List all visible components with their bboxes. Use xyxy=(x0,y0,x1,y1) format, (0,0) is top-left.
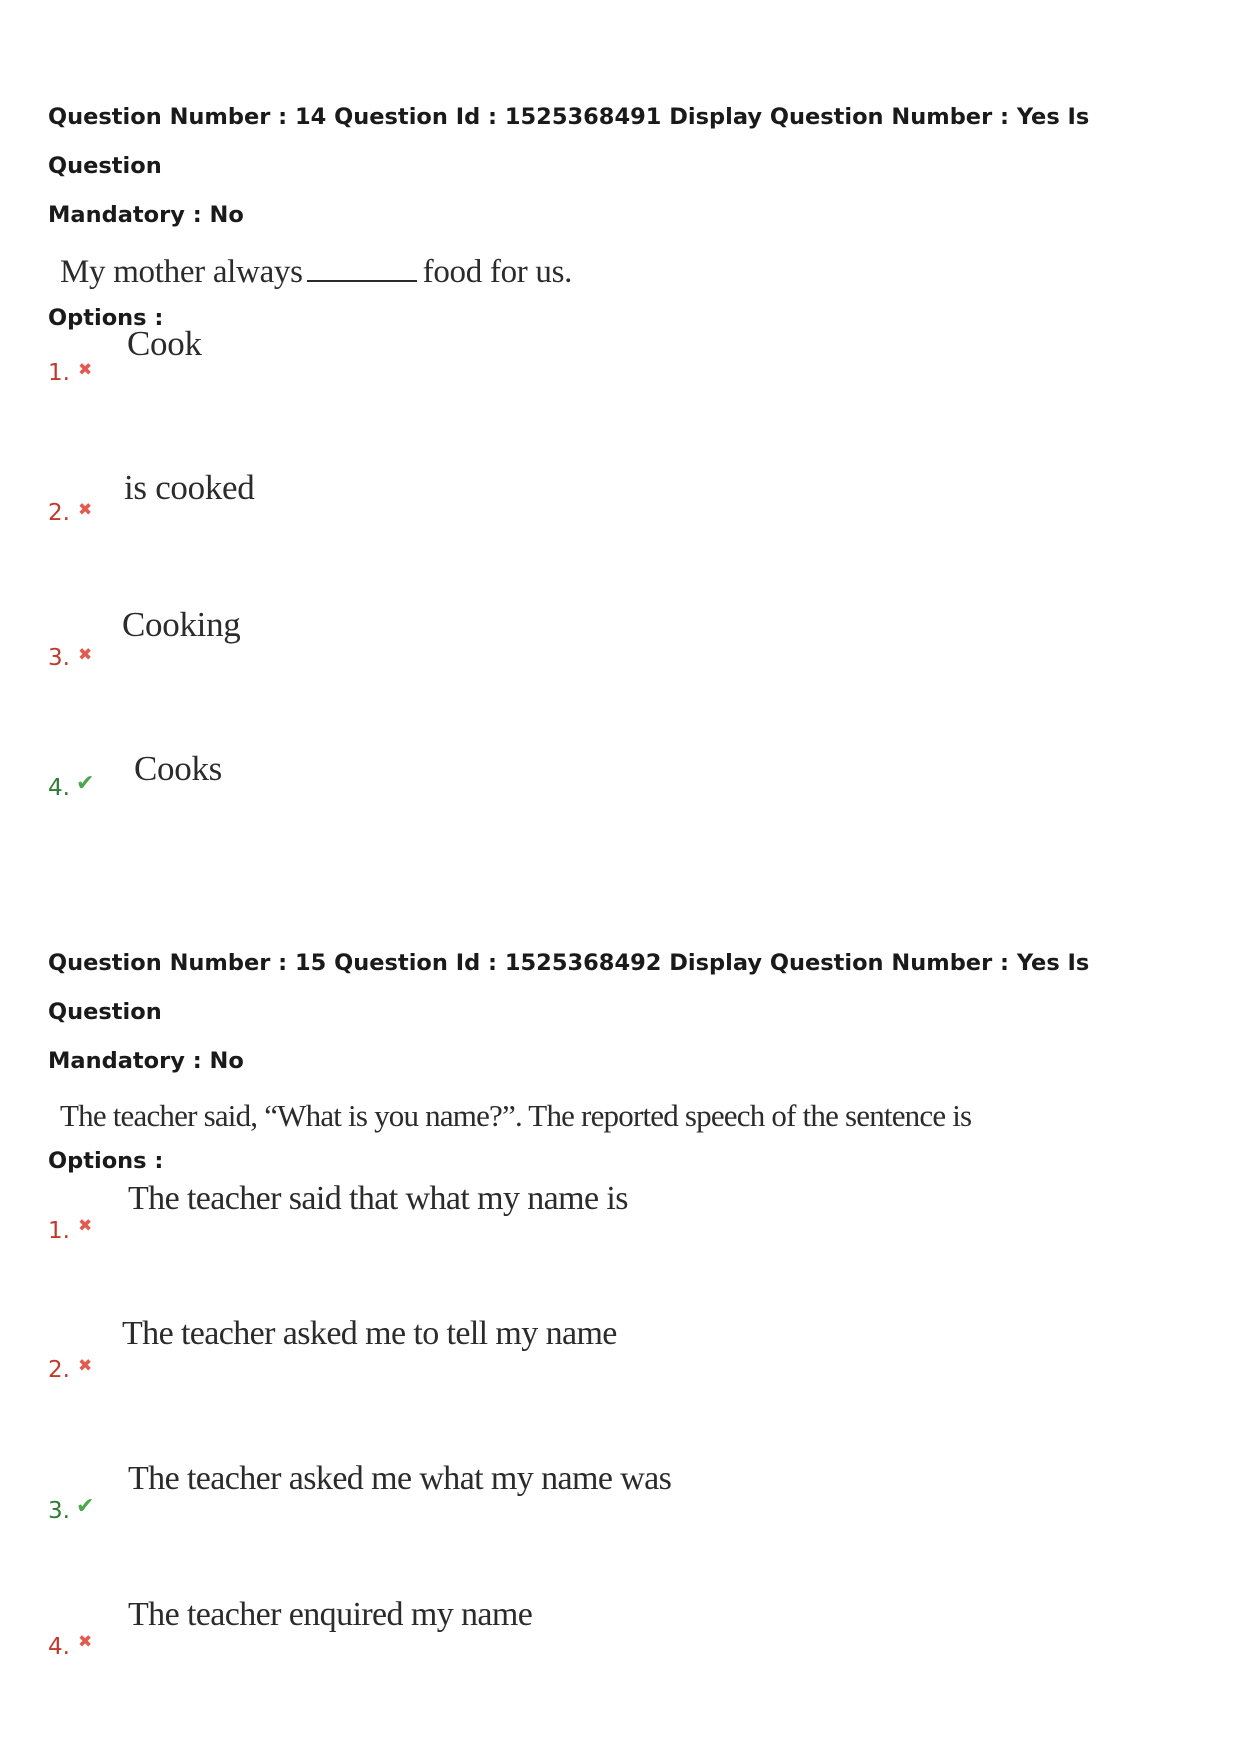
option-number: 3. xyxy=(48,645,70,671)
options-label: Options : xyxy=(48,305,164,331)
option-text: is cooked xyxy=(124,468,255,507)
question-header-line-1: Question Number : 15 Question Id : 1525368492 Display Question Number : Yes Is Question xyxy=(48,950,1090,1025)
cross-icon: ✖ xyxy=(78,360,93,380)
option-number: 1. xyxy=(48,1218,70,1244)
question-text xyxy=(60,252,1198,291)
cross-icon: ✖ xyxy=(78,1356,93,1376)
question-header xyxy=(48,93,1198,240)
option-1 xyxy=(48,1178,1148,1258)
question-header-line-2: Mandatory : No xyxy=(48,1048,244,1074)
option-3 xyxy=(48,600,1148,680)
option-text: Cooks xyxy=(134,749,222,788)
option-2 xyxy=(48,1312,1148,1392)
option-number: 4. xyxy=(48,1634,70,1660)
question-15 xyxy=(48,939,1198,1174)
question-14 xyxy=(48,93,1198,331)
option-number: 2. xyxy=(48,1357,70,1383)
question-header xyxy=(48,939,1198,1086)
question-text: The teacher said, “What is you name?”. The reported speech of the sentence is xyxy=(60,1098,972,1133)
option-text: Cooking xyxy=(122,605,241,644)
question-header-line-2: Mandatory : No xyxy=(48,202,244,228)
option-4 xyxy=(48,745,1148,825)
check-icon: ✔ xyxy=(76,1494,95,1519)
option-number: 3. xyxy=(48,1498,70,1524)
cross-icon: ✖ xyxy=(78,500,93,520)
question-text-before-blank: My mother always xyxy=(60,254,303,290)
question-header-line-1: Question Number : 14 Question Id : 1525368491 Display Question Number : Yes Is Question xyxy=(48,104,1090,179)
option-text: Cook xyxy=(127,324,202,363)
option-text: The teacher asked me what my name was xyxy=(128,1460,672,1497)
cross-icon: ✖ xyxy=(78,1632,93,1652)
option-text: The teacher enquired my name xyxy=(128,1596,533,1633)
question-text-after-blank: food for us. xyxy=(422,254,573,290)
option-3 xyxy=(48,1458,1148,1538)
cross-icon: ✖ xyxy=(78,1216,93,1236)
answer-blank xyxy=(307,252,417,282)
option-text: The teacher asked me to tell my name xyxy=(122,1315,617,1352)
option-number: 1. xyxy=(48,360,70,386)
option-text: The teacher said that what my name is xyxy=(128,1180,628,1217)
cross-icon: ✖ xyxy=(78,645,93,665)
option-number: 2. xyxy=(48,500,70,526)
options-label: Options : xyxy=(48,1148,164,1174)
check-icon: ✔ xyxy=(76,771,95,796)
option-2 xyxy=(48,460,1148,540)
option-4 xyxy=(48,1594,1148,1674)
option-1 xyxy=(48,320,1148,400)
option-number: 4. xyxy=(48,775,70,801)
